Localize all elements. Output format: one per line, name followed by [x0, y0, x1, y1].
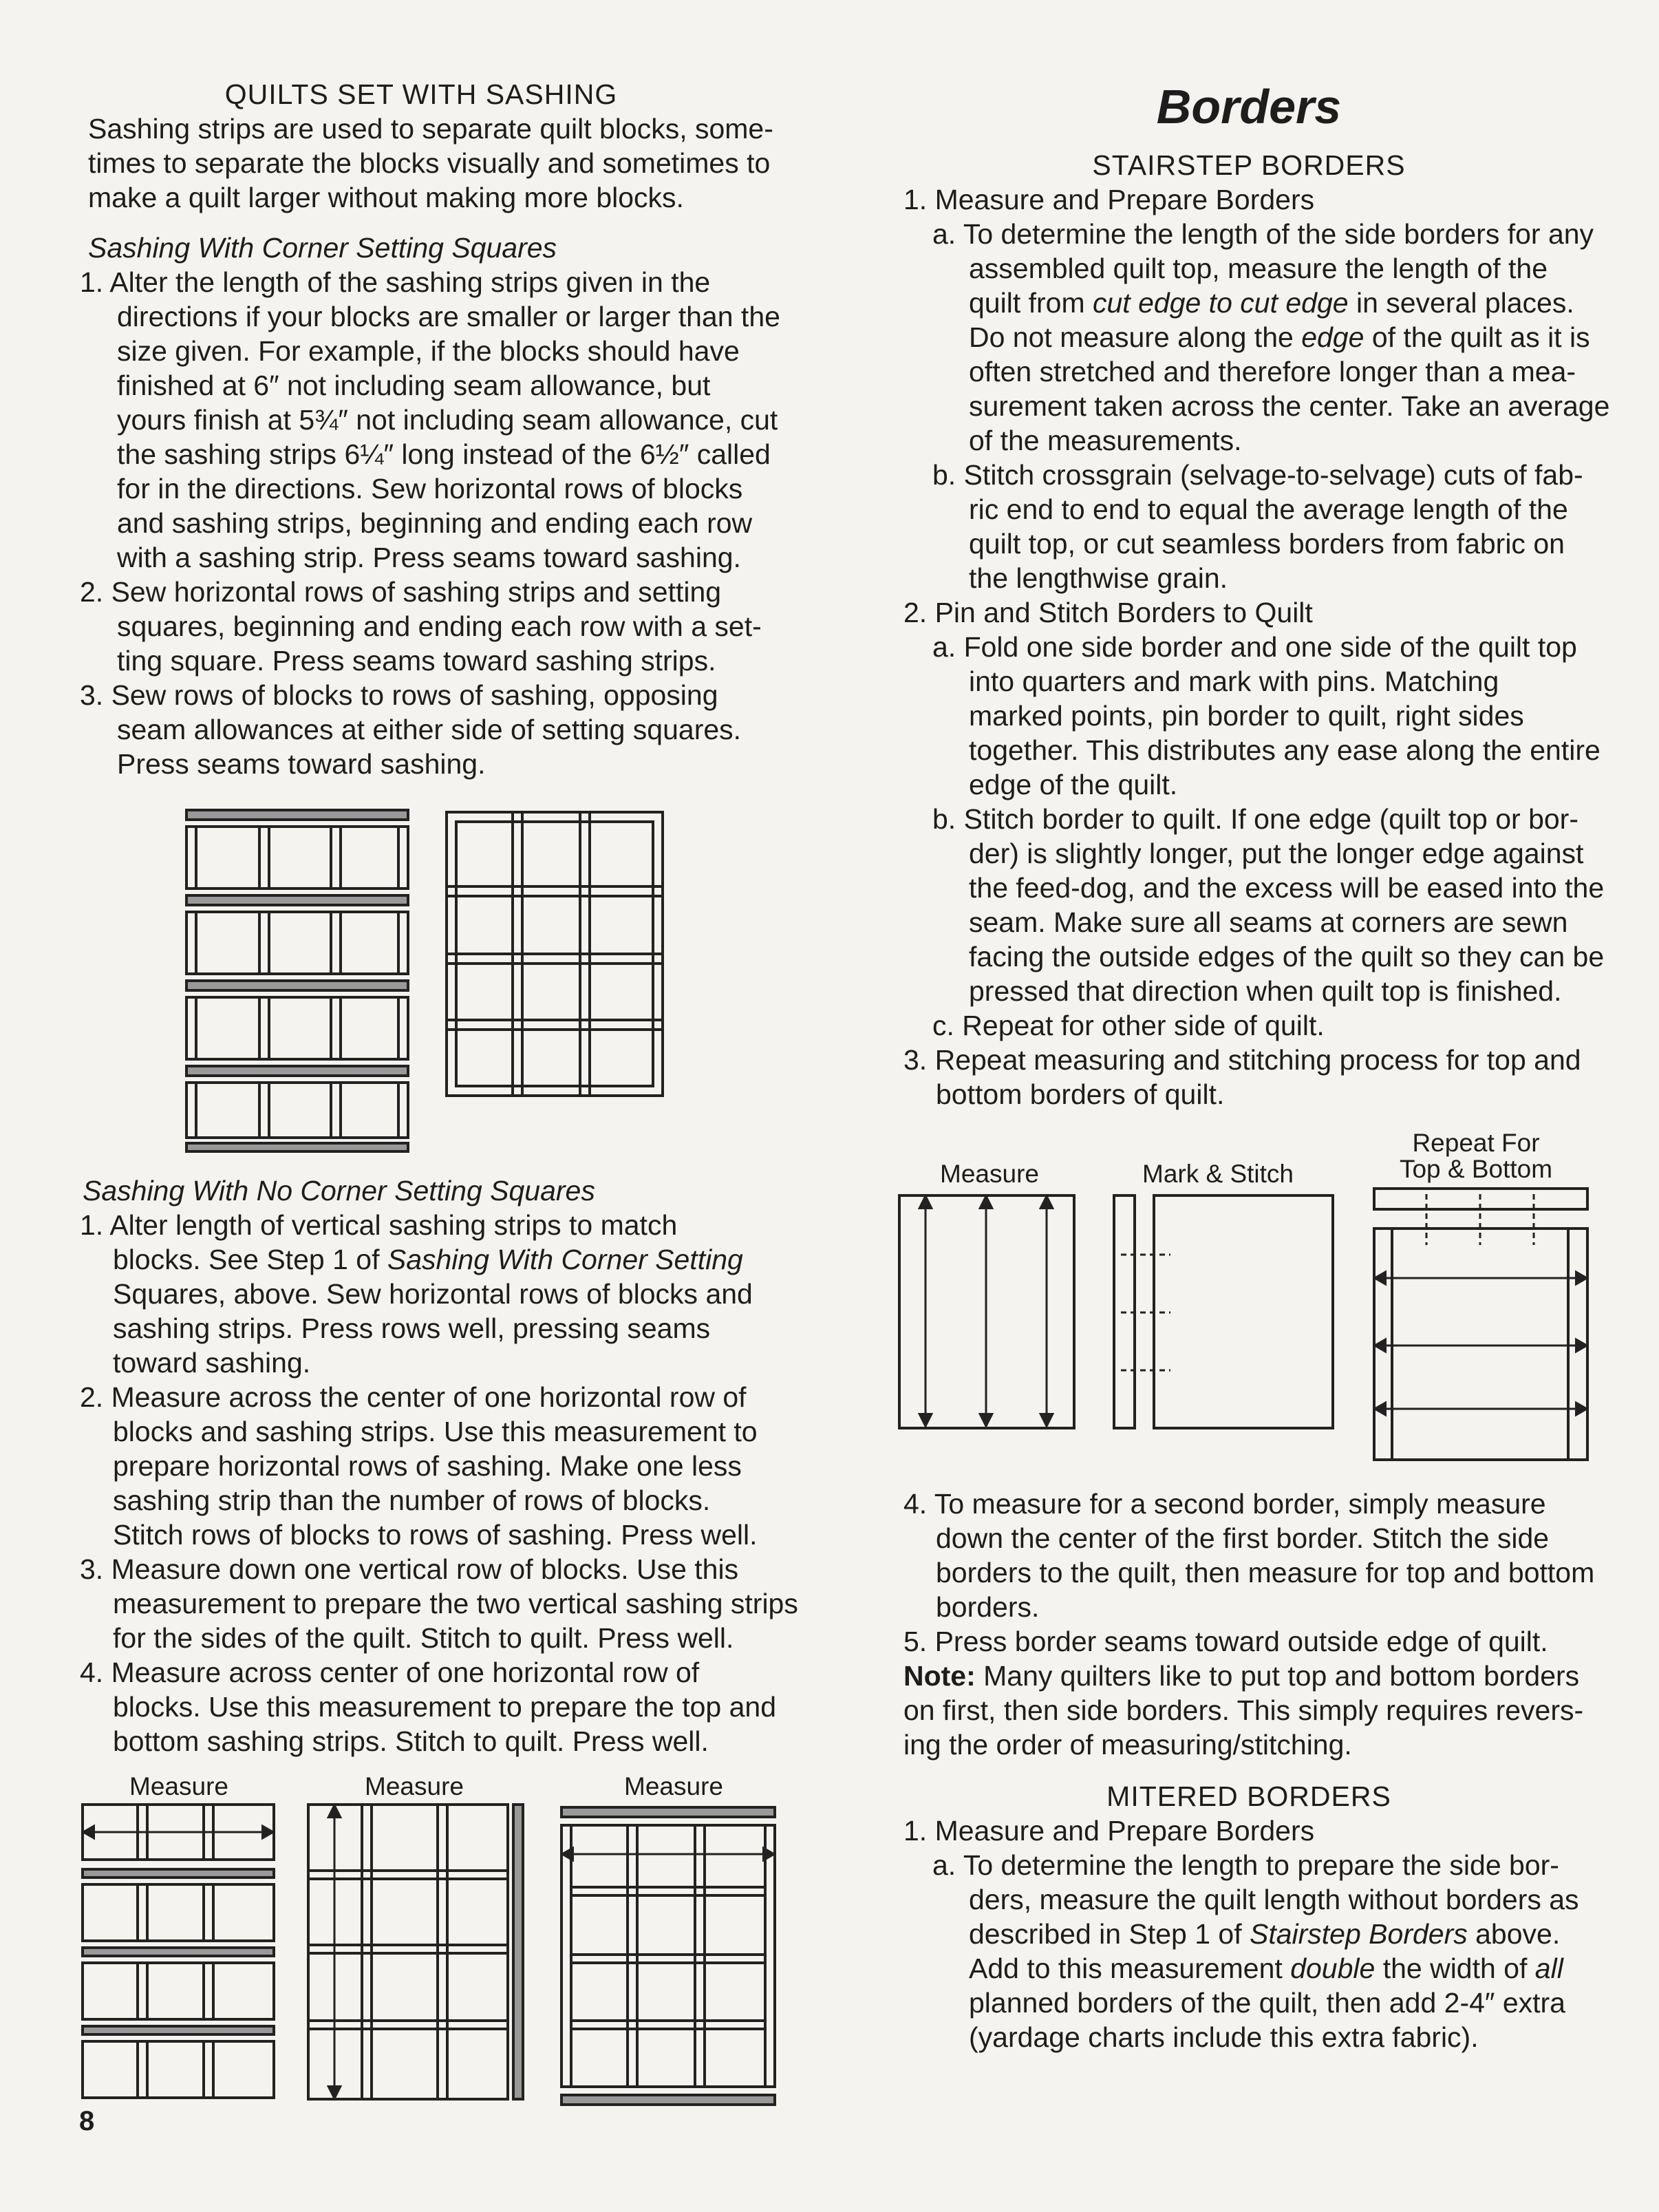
list-item: sashing strip than the number of rows of blocks.	[113, 1485, 711, 1516]
list-item: directions if your blocks are smaller or larger than the	[117, 301, 780, 332]
list-item: the lengthwise grain.	[969, 562, 1228, 594]
text-segment: of the quilt as it is	[1364, 321, 1590, 353]
list-item: a. To determine the length of the side borders for any	[932, 218, 1594, 250]
list-item: 4. To measure for a second border, simply measure	[903, 1488, 1546, 1520]
list-item: 4. Measure across center of one horizontal row of	[80, 1657, 700, 1688]
list-item	[113, 1242, 743, 1277]
figure-label: Mark & Stitch	[1142, 1160, 1294, 1188]
list-item: 1. Alter the length of the sashing strips given in the	[80, 266, 711, 298]
list-item: seam allowances at either side of setting squares.	[117, 714, 742, 745]
list-item: 5. Press border seams toward outside edge of quilt.	[903, 1626, 1548, 1657]
list-item: together. This distributes any ease along the entire	[969, 734, 1601, 766]
list-item	[969, 286, 1574, 320]
list-item: 1. Measure and Prepare Borders	[903, 1815, 1315, 1847]
measure-horizontal-diagram	[81, 1803, 281, 2106]
list-item: facing the outside edges of the quilt so they can be	[969, 941, 1605, 972]
page-number: 8	[79, 2106, 95, 2136]
list-item: Squares, above. Sew horizontal rows of blocks and	[113, 1278, 753, 1310]
list-item: sashing strips. Press rows well, pressing seams	[113, 1312, 711, 1344]
note: ing the order of measuring/stitching.	[903, 1729, 1352, 1761]
note	[903, 1659, 1579, 1693]
list-item: blocks and sashing strips. Use this measurement to	[113, 1416, 758, 1447]
emphasis: all	[1534, 1953, 1563, 1984]
list-item: the sashing strips 6¼″ long instead of the 6½″ called	[117, 438, 771, 470]
list-item: the feed-dog, and the excess will be eased into the	[969, 872, 1605, 904]
list-item: ting square. Press seams toward sashing strips.	[117, 645, 716, 677]
list-item: 2. Measure across the center of one horizontal row of	[80, 1381, 747, 1413]
list-item: blocks. Use this measurement to prepare the top and	[113, 1691, 777, 1723]
list-item: a. To determine the length to prepare the side bor-	[932, 1849, 1559, 1881]
list-item: Press seams toward sashing.	[117, 748, 486, 780]
text-segment: Do not measure along the	[969, 321, 1302, 353]
list-item: Stitch rows of blocks to rows of sashing. Press well.	[113, 1519, 758, 1551]
intro-line: times to separate the blocks visually and sometimes to	[88, 147, 771, 179]
section-heading-mitered: MITERED BORDERS	[1106, 1780, 1391, 1812]
section-heading-sashing: QUILTS SET WITH SASHING	[224, 78, 618, 110]
list-item: 1. Alter length of vertical sashing strips to match	[80, 1209, 678, 1241]
figure-label: Repeat For	[1412, 1129, 1540, 1157]
list-item: 3. Sew rows of blocks to rows of sashing, opposing	[80, 679, 718, 711]
list-item: bottom sashing strips. Stitch to quilt. Press well.	[113, 1725, 709, 1757]
list-item: 2. Pin and Stitch Borders to Quilt	[903, 597, 1313, 628]
figure-label: Measure	[940, 1160, 1039, 1188]
list-item: ders, measure the quilt length without borders as	[969, 1884, 1579, 1915]
text-segment: the width of	[1375, 1953, 1535, 1984]
list-item: with a sashing strip. Press seams toward sashing.	[117, 542, 741, 573]
text-segment: described in Step 1 of	[969, 1918, 1250, 1950]
sashed-quilt-diagram	[445, 811, 665, 1100]
list-item: der) is slightly longer, put the longer edge against	[969, 838, 1584, 869]
emphasis: edge	[1301, 321, 1364, 353]
list-item: (yardage charts include this extra fabric).	[969, 2021, 1479, 2053]
list-item: planned borders of the quilt, then add 2-4″ extra	[969, 1987, 1565, 2019]
list-item: size given. For example, if the blocks should have	[117, 335, 740, 367]
text-segment: Add to this measurement	[969, 1953, 1291, 1984]
list-item: b. Stitch crossgrain (selvage-to-selvage) cuts of fab-	[932, 459, 1583, 491]
note-text: Many quilters like to put top and bottom borders	[975, 1660, 1580, 1692]
list-item: yours finish at 5¾″ not including seam allowance, cut	[117, 404, 778, 436]
list-item: c. Repeat for other side of quilt.	[932, 1010, 1325, 1041]
list-item: 2. Sew horizontal rows of sashing strips and setting	[80, 576, 722, 608]
list-item: into quarters and mark with pins. Matching	[969, 666, 1499, 697]
section-heading-stairstep: STAIRSTEP BORDERS	[1092, 149, 1406, 181]
list-item: borders.	[936, 1591, 1040, 1623]
list-item: edge of the quilt.	[969, 769, 1178, 800]
list-item: marked points, pin border to quilt, right sides	[969, 700, 1524, 732]
list-item: measurement to prepare the two vertical sashing strips	[113, 1588, 798, 1619]
intro-line: Sashing strips are used to separate quilt blocks, some-	[88, 113, 773, 145]
list-item: ric end to end to equal the average length of the	[969, 493, 1568, 525]
note: on first, then side borders. This simply requires revers-	[903, 1694, 1584, 1726]
figure-label: Measure	[365, 1772, 464, 1800]
subheading-no-corner-squares: Sashing With No Corner Setting Squares	[83, 1175, 595, 1206]
list-item: of the measurements.	[969, 425, 1242, 456]
emphasis: double	[1290, 1953, 1376, 1984]
measure-border-diagram	[898, 1194, 1077, 1432]
list-item: borders to the quilt, then measure for top and bottom	[936, 1557, 1595, 1588]
list-item: seam. Make sure all seams at corners are sewn	[969, 906, 1568, 938]
list-item	[969, 1951, 1563, 1986]
list-item: 3. Measure down one vertical row of blocks. Use this	[80, 1553, 739, 1585]
list-item: often stretched and therefore longer than a mea-	[969, 356, 1576, 387]
measure-full-diagram	[560, 1806, 780, 2109]
note-label: Note:	[903, 1660, 976, 1692]
list-item: a. Fold one side border and one side of the quilt top	[932, 631, 1577, 663]
list-item	[969, 320, 1590, 354]
list-item: down the center of the first border. Stitch the side	[936, 1522, 1550, 1554]
list-item: 3. Repeat measuring and stitching process for top and	[903, 1044, 1581, 1076]
cross-reference: Sashing With Corner Setting	[387, 1244, 743, 1275]
list-item: assembled quilt top, measure the length of the	[969, 253, 1548, 284]
page-title: Borders	[1156, 80, 1342, 134]
list-item: finished at 6″ not including seam allowance, but	[117, 370, 711, 401]
figure-label: Measure	[129, 1772, 228, 1800]
list-item: squares, beginning and ending each row with a set-	[117, 610, 762, 642]
emphasis: Stairstep Borders	[1249, 1918, 1468, 1950]
text-segment: above.	[1467, 1918, 1561, 1950]
text-segment: in several places.	[1348, 287, 1574, 319]
subheading-corner-squares: Sashing With Corner Setting Squares	[88, 232, 557, 264]
list-item: surement taken across the center. Take an average	[969, 390, 1610, 422]
list-item: bottom borders of quilt.	[936, 1078, 1225, 1110]
sashing-rows-diagram	[185, 809, 412, 1153]
repeat-top-bottom-diagram	[1371, 1187, 1592, 1463]
figure-label: Measure	[624, 1772, 723, 1800]
list-item: b. Stitch border to quilt. If one edge (quilt top or bor-	[932, 803, 1578, 835]
list-item-text: blocks. See Step 1 of	[113, 1244, 387, 1275]
list-item: for the sides of the quilt. Stitch to quilt. Press well.	[113, 1622, 734, 1654]
list-item	[969, 1917, 1560, 1951]
mark-stitch-diagram	[1113, 1194, 1340, 1432]
text-segment: quilt from	[969, 287, 1093, 319]
list-item: 1. Measure and Prepare Borders	[903, 184, 1315, 215]
list-item: pressed that direction when quilt top is finished.	[969, 975, 1562, 1007]
list-item: quilt top, or cut seamless borders from fabric on	[969, 528, 1565, 560]
figure-label: Top & Bottom	[1399, 1155, 1553, 1183]
list-item: toward sashing.	[113, 1347, 311, 1379]
measure-vertical-diagram	[307, 1803, 527, 2106]
list-item: and sashing strips, beginning and ending each row	[117, 507, 753, 539]
list-item: prepare horizontal rows of sashing. Make one less	[113, 1450, 742, 1482]
list-item: for in the directions. Sew horizontal rows of blocks	[117, 473, 743, 504]
emphasis: cut edge to cut edge	[1093, 287, 1349, 319]
intro-line: make a quilt larger without making more blocks.	[88, 182, 684, 213]
